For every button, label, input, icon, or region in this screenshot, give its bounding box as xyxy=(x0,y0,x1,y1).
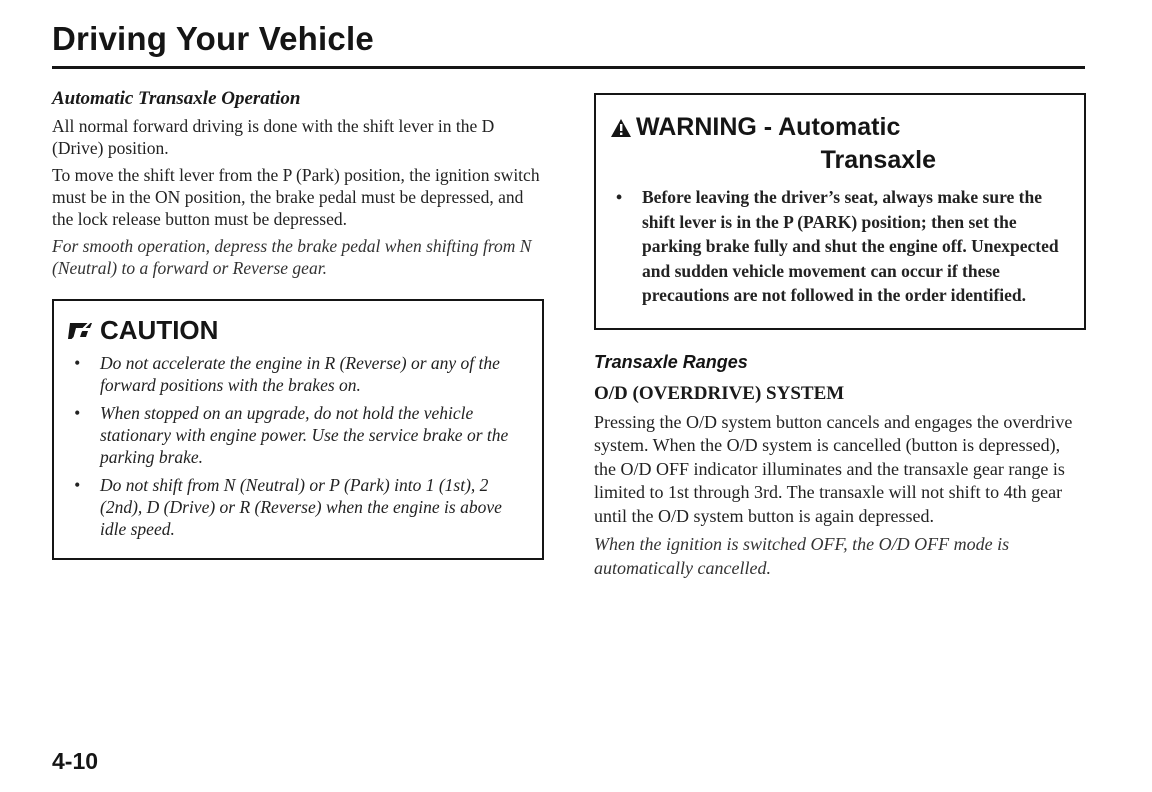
caution-heading xyxy=(68,315,520,346)
warning-title-line2: Transaxle xyxy=(820,146,936,174)
warning-box xyxy=(594,93,1086,330)
paragraph-forward-driving: All normal forward driving is done with the shift lever in the D (Drive) position. xyxy=(52,116,495,158)
section-heading: Automatic Transaxle Operation xyxy=(52,88,301,109)
caution-title: CAUTION xyxy=(100,315,219,345)
page-number: 4-10 xyxy=(52,748,99,774)
od-system-paragraph: Pressing the O/D system button cancels and engages the overdrive system. When the O/D system is cancelled (button is depressed), the O/D OFF indicator illuminates and the transaxle gear range is limited to 1st through 3rd. The transaxle will not shift to 4th gear until the O/D system button is again depressed. xyxy=(594,411,1073,526)
transaxle-ranges-heading: Transaxle Ranges xyxy=(594,351,748,372)
right-column xyxy=(594,93,1086,585)
caution-icon xyxy=(68,320,94,342)
title-rule xyxy=(52,66,1085,69)
page-title: Driving Your Vehicle xyxy=(52,20,374,57)
caution-item: • Do not shift from N (Neutral) or P (Park) into 1 (1st), 2 (2nd), D (Drive) or R (Reverse) when the engine is above idle speed. xyxy=(68,474,520,540)
caution-list xyxy=(68,352,520,540)
warning-item: • Before leaving the driver’s seat, always make sure the shift lever is in the P (PARK) position; then set the parking brake fully and shut the engine off. Unexpected and sudden vehicle movement can occur if these precautions are not followed in the order identified. xyxy=(610,185,1066,308)
od-system-note: When the ignition is switched OFF, the O/D OFF mode is automatically cancelled. xyxy=(594,534,1010,578)
paragraph-shift-from-park: To move the shift lever from the P (Park) position, the ignition switch must be in the ON position, the brake pedal must be depressed, and the lock release button must be depressed. xyxy=(52,165,540,229)
caution-item: • When stopped on an upgrade, do not hold the vehicle stationary with engine power. Use the service brake or the parking brake. xyxy=(68,402,520,468)
caution-item: • Do not accelerate the engine in R (Reverse) or any of the forward positions with the brakes on. xyxy=(68,352,520,396)
smooth-operation-note: For smooth operation, depress the brake pedal when shifting from N (Neutral) to a forward or Reverse gear. xyxy=(52,236,532,278)
warning-heading xyxy=(610,111,1066,177)
left-column xyxy=(52,88,542,560)
caution-box xyxy=(52,299,544,560)
warning-title-line1: WARNING - Automatic xyxy=(636,113,901,141)
warning-triangle-icon xyxy=(610,118,632,138)
od-system-heading: O/D (OVERDRIVE) SYSTEM xyxy=(594,382,845,404)
warning-list xyxy=(610,185,1066,308)
